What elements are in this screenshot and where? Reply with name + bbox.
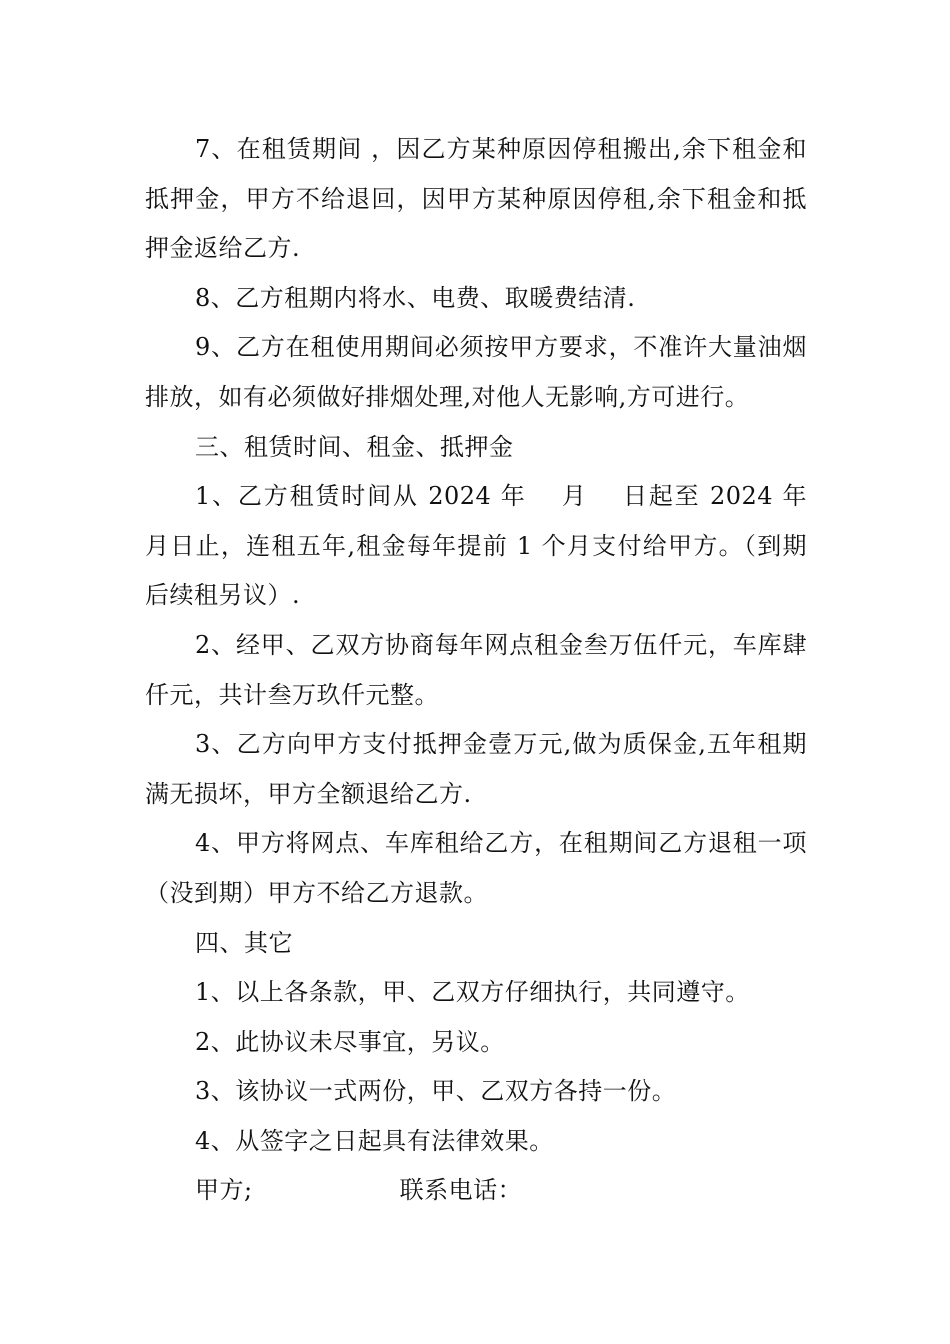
term-4-refund-policy: 4、甲方将网点、车库租给乙方，在租期间乙方退租一项（没到期）甲方不给乙方退款。	[145, 829, 807, 907]
section-3-heading: 三、租赁时间、租金、抵押金	[195, 432, 514, 461]
section-4-heading: 四、其它	[195, 928, 293, 957]
term-3-deposit: 3、乙方向甲方支付抵押金壹万元,做为质保金,五年租期满无损坏，甲方全额退给乙方.	[145, 730, 807, 808]
term-1-lease-period: 1、乙方租赁时间从 2024 年 月 日起至 2024 年 月日止，连租五年,租金每年提前 1 个月支付给甲方。（到期后续租另议）.	[145, 482, 832, 610]
other-2-unresolved-matters: 2、此协议未尽事宜，另议。	[195, 1027, 505, 1056]
document-page	[145, 125, 832, 1216]
clause-8-utility-settlement: 8、乙方租期内将水、电费、取暖费结清.	[195, 283, 636, 312]
other-4-legal-effect: 4、从签字之日起具有法律效果。	[195, 1126, 554, 1155]
clause-7-early-termination: 7、在租赁期间 ，因乙方某种原因停租搬出,余下租金和抵押金，甲方不给退回，因甲方某种原因停租,余下租金和抵押金返给乙方.	[145, 135, 807, 263]
other-3-copies: 3、该协议一式两份，甲、乙双方各持一份。	[195, 1077, 677, 1106]
term-2-rent-amount: 2、经甲、乙双方协商每年网点租金叁万伍仟元，车库肆仟元，共计叁万玖仟元整。	[145, 630, 807, 709]
signature-line: 甲方; 联系电话：	[195, 1176, 523, 1205]
other-1-compliance: 1、以上各条款，甲、乙双方仔细执行，共同遵守。	[195, 978, 750, 1007]
clause-9-smoke-emission: 9、乙方在租使用期间必须按甲方要求，不准许大量油烟排放，如有必须做好排烟处理,对他人无影响,方可进行。	[145, 333, 807, 411]
